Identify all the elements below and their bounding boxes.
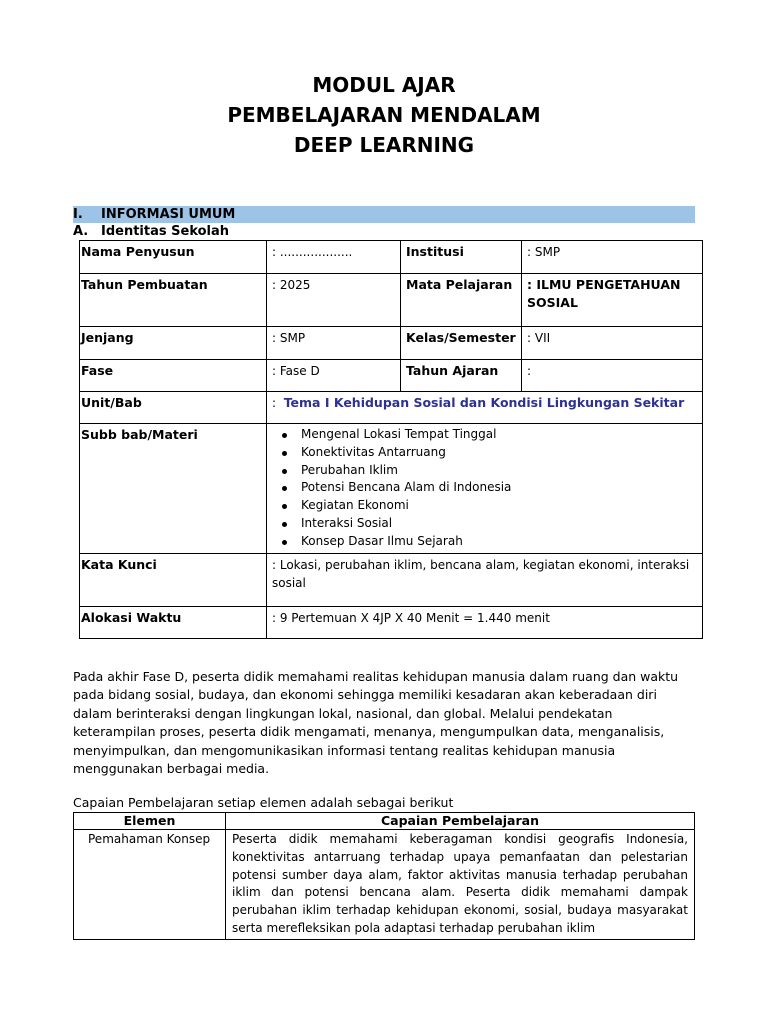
label-tahun-pembuatan: Tahun Pembuatan (80, 274, 267, 327)
subsection-label: Identitas Sekolah (101, 224, 230, 239)
value-unit-bab (267, 392, 703, 424)
section-number: I. (73, 207, 83, 222)
section-label: INFORMASI UMUM (101, 207, 236, 222)
label-mata-pelajaran: Mata Pelajaran (401, 274, 522, 327)
list-item: Potensi Bencana Alam di Indonesia (272, 479, 702, 497)
value-kata-kunci: : Lokasi, perubahan iklim, bencana alam, kegiatan ekonomi, interaksi sosial (267, 553, 703, 606)
table-row (74, 830, 695, 940)
table-row (80, 241, 703, 274)
value-nama-penyusun: : ................... (267, 241, 401, 274)
value-tahun-pembuatan: : 2025 (267, 274, 401, 327)
list-item: Interaksi Sosial (272, 515, 702, 533)
label-unit-bab: Unit/Bab (80, 392, 267, 424)
capaian-table (73, 812, 695, 940)
subbab-list (272, 426, 702, 551)
label-institusi: Institusi (401, 241, 522, 274)
label-nama-penyusun: Nama Penyusun (80, 241, 267, 274)
label-kata-kunci: Kata Kunci (80, 553, 267, 606)
unit-bab-prefix: : (272, 396, 277, 410)
value-alokasi-waktu: : 9 Pertemuan X 4JP X 40 Menit = 1.440 menit (267, 606, 703, 638)
list-item: Mengenal Lokasi Tempat Tinggal (272, 426, 702, 444)
list-item: Perubahan Iklim (272, 462, 702, 480)
label-alokasi-waktu: Alokasi Waktu (80, 606, 267, 638)
value-subbab (267, 424, 703, 554)
value-mata-pelajaran: : ILMU PENGETAHUAN SOSIAL (522, 274, 703, 327)
table-row (80, 360, 703, 392)
table-row (80, 553, 703, 606)
title-line-3: DEEP LEARNING (293, 133, 475, 157)
table-row (80, 606, 703, 638)
table-header-row (74, 813, 695, 830)
list-item: Konsep Dasar Ilmu Sejarah (272, 533, 702, 551)
list-item: Kegiatan Ekonomi (272, 497, 702, 515)
identity-table (79, 240, 703, 639)
fase-d-paragraph: Pada akhir Fase D, peserta didik memahami realitas kehidupan manusia dalam ruang dan waktu pada bidang sosial, budaya, dan ekonomi sehingga memiliki kesadaran akan keberadaan diri dalam berinteraksi dengan lingkungan lokal, nasional, dan global. Melalui pendekatan keterampilan proses, peserta didik mengamati, menanya, mengumpulkan data, menganalisis, menyimpulkan, dan mengomunikasikan informasi tentang realitas kehidupan manusia menggunakan berbagai media. (73, 669, 679, 777)
header-capaian: Capaian Pembelajaran (226, 813, 695, 830)
value-institusi: : SMP (522, 241, 703, 274)
label-subbab: Subb bab/Materi (80, 424, 267, 554)
section-heading-informasi-umum (73, 206, 695, 223)
table-row (80, 274, 703, 327)
label-tahun-ajaran: Tahun Ajaran (401, 360, 522, 392)
value-kelas-semester: : VII (522, 327, 703, 360)
value-fase: : Fase D (267, 360, 401, 392)
capaian-caption: Capaian Pembelajaran setiap elemen adalah sebagai berikut (73, 795, 454, 810)
header-elemen: Elemen (74, 813, 226, 830)
list-item: Konektivitas Antarruang (272, 444, 702, 462)
label-jenjang: Jenjang (80, 327, 267, 360)
document-title (0, 70, 768, 160)
title-line-1: MODUL AJAR (312, 73, 456, 97)
table-row (80, 424, 703, 554)
subsection-number: A. (73, 224, 89, 239)
table-row (80, 392, 703, 424)
value-tahun-ajaran: : (522, 360, 703, 392)
unit-bab-title: Tema I Kehidupan Sosial dan Kondisi Lingkungan Sekitar (283, 395, 685, 410)
value-jenjang: : SMP (267, 327, 401, 360)
cell-capaian: Peserta didik memahami keberagaman kondisi geografis Indonesia, konektivitas antarruang terhadap upaya pemanfaatan dan pelestarian potensi sumber daya alam, faktor aktivitas manusia terhadap perubahan iklim dan potensi bencana alam. Peserta didik memahami dampak perubahan iklim terhadap kehidupan ekonomi, sosial, budaya masyarakat serta merefleksikan pola adaptasi terhadap perubahan iklim (226, 830, 695, 940)
table-row (80, 327, 703, 360)
cell-elemen: Pemahaman Konsep (74, 830, 226, 940)
label-fase: Fase (80, 360, 267, 392)
title-line-2: PEMBELAJARAN MENDALAM (227, 103, 541, 127)
label-kelas-semester: Kelas/Semester (401, 327, 522, 360)
